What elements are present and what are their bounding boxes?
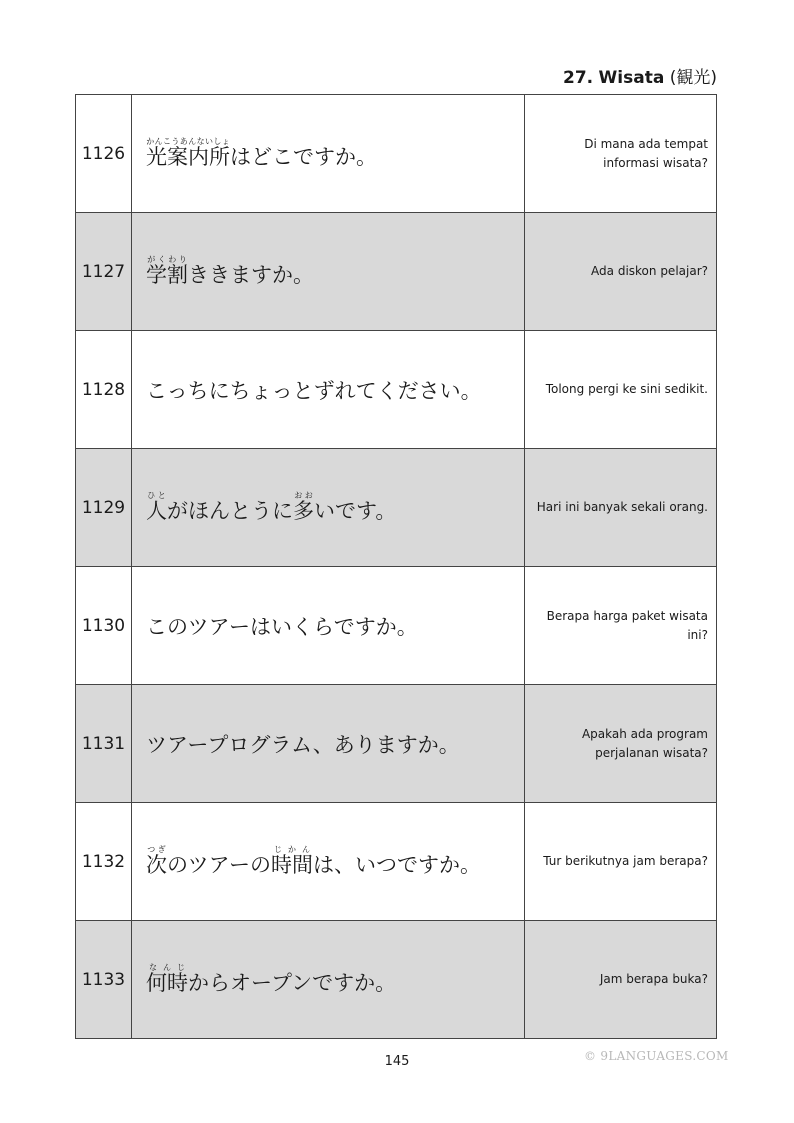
phrase-number: 1131 (76, 685, 132, 803)
phrase-japanese: このツアーはいくらですか。 (132, 567, 525, 685)
phrase-table (75, 94, 717, 1039)
table-row (76, 567, 717, 685)
phrase-japanese: 何時なんじからオープンですか。 (132, 921, 525, 1039)
table-row (76, 921, 717, 1039)
phrase-number: 1133 (76, 921, 132, 1039)
table-row (76, 95, 717, 213)
table-row (76, 803, 717, 921)
phrase-japanese: ツアープログラム、ありますか。 (132, 685, 525, 803)
section-number: 27. (563, 68, 594, 88)
phrase-indonesian: Hari ini banyak sekali orang. (536, 500, 708, 514)
watermark: © 9LANGUAGES.COM (584, 1049, 729, 1063)
phrase-japanese: 光案内所かんこうあんないしょはどこですか。 (132, 95, 525, 213)
phrase-japanese: 次つぎのツアーの時間じかんは、いつですか。 (132, 803, 525, 921)
phrase-number: 1130 (76, 567, 132, 685)
phrase-indonesian: Di mana ada tempat informasi wisata? (584, 136, 708, 170)
phrase-number: 1132 (76, 803, 132, 921)
phrase-number: 1129 (76, 449, 132, 567)
phrase-indonesian: Tur berikutnya jam berapa? (543, 854, 708, 868)
phrase-indonesian: Jam berapa buka? (599, 972, 708, 986)
phrase-japanese: 人ひとがほんとうに多おおいです。 (132, 449, 525, 567)
section-header (0, 63, 717, 88)
table-row (76, 685, 717, 803)
section-title-jp: (観光) (669, 68, 717, 88)
table-row (76, 331, 717, 449)
phrase-indonesian: Apakah ada program perjalanan wisata? (581, 726, 708, 760)
table-row (76, 213, 717, 331)
phrase-japanese: 学割がくわりききますか。 (132, 213, 525, 331)
table-row (76, 449, 717, 567)
phrase-number: 1126 (76, 95, 132, 213)
phrase-number: 1128 (76, 331, 132, 449)
phrase-indonesian: Tolong pergi ke sini sedikit. (545, 382, 708, 396)
page-number: 145 (384, 1054, 410, 1069)
section-title: Wisata (598, 68, 665, 88)
phrase-japanese: こっちにちょっとずれてください。 (132, 331, 525, 449)
phrase-indonesian: Berapa harga paket wisata ini? (546, 608, 708, 642)
phrase-number: 1127 (76, 213, 132, 331)
phrase-indonesian: Ada diskon pelajar? (591, 264, 708, 278)
